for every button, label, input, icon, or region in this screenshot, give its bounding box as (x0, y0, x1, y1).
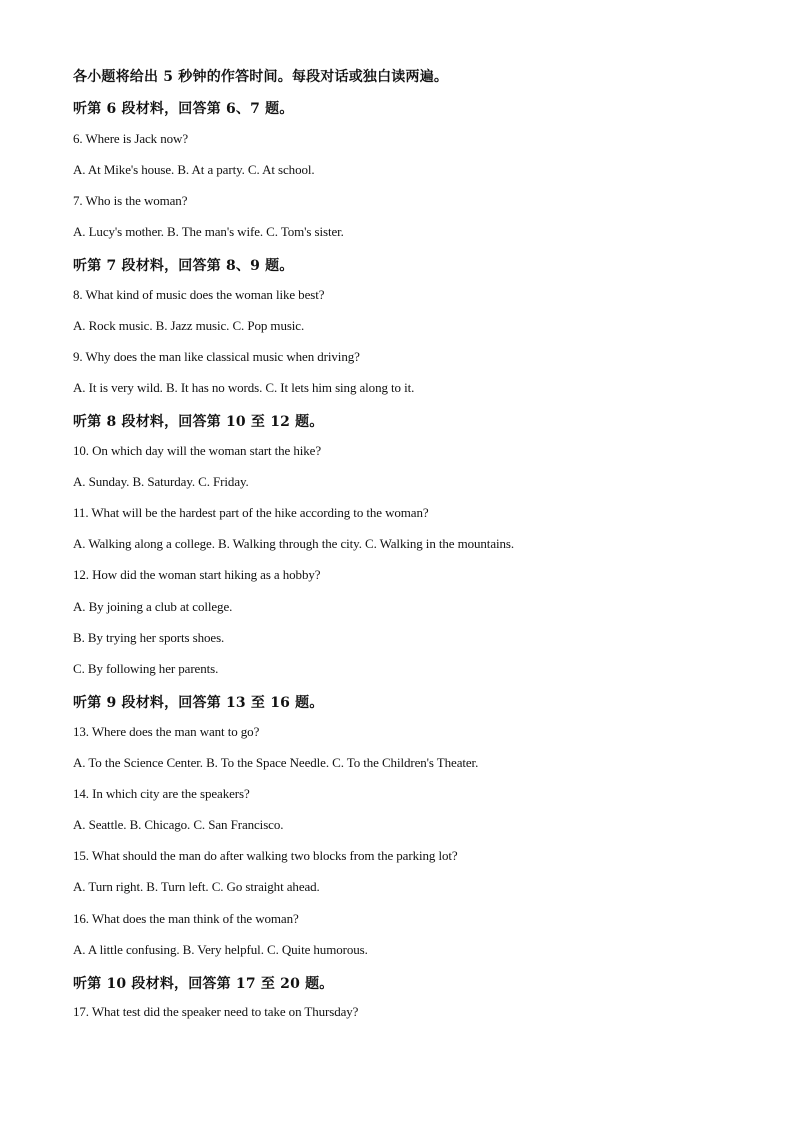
answer-option: C. By following her parents. (73, 661, 219, 676)
section-heading: 听第 8 段材料，回答第 10 至 12 题。 (73, 414, 324, 430)
section-heading: 听第 6 段材料，回答第 6、7 题。 (73, 101, 294, 117)
answer-options: A. To the Science Center. B. To the Space Needle. C. To the Children's Theater. (73, 755, 479, 770)
answer-options: A. It is very wild. B. It has no words. C. It lets him sing along to it. (73, 380, 415, 395)
section-heading: 听第 9 段材料，回答第 13 至 16 题。 (73, 695, 324, 711)
answer-options: A. Walking along a college. B. Walking through the city. C. Walking in the mountains. (73, 536, 515, 551)
answer-options: A. Sunday. B. Saturday. C. Friday. (73, 474, 249, 489)
answer-options: A. Turn right. B. Turn left. C. Go straight ahead. (73, 879, 320, 894)
document-page (73, 0, 773, 1123)
answer-options: A. Lucy's mother. B. The man's wife. C. Tom's sister. (73, 224, 344, 239)
section-heading: 听第 10 段材料，回答第 17 至 20 题。 (73, 976, 334, 992)
answer-option: A. By joining a club at college. (73, 599, 233, 614)
question-text: 13. Where does the man want to go? (73, 724, 260, 739)
question-text: 12. How did the woman start hiking as a hobby? (73, 567, 321, 582)
answer-option: B. By trying her sports shoes. (73, 630, 225, 645)
question-text: 15. What should the man do after walking two blocks from the parking lot? (73, 848, 458, 863)
answer-options: A. At Mike's house. B. At a party. C. At school. (73, 162, 315, 177)
question-text: 6. Where is Jack now? (73, 131, 188, 146)
answer-options: A. A little confusing. B. Very helpful. C. Quite humorous. (73, 942, 368, 957)
answer-options: A. Seattle. B. Chicago. C. San Francisco. (73, 817, 284, 832)
section-heading: 听第 7 段材料，回答第 8、9 题。 (73, 258, 294, 274)
instruction-text: 各小题将给出 5 秒钟的作答时间。每段对话或独白读两遍。 (73, 69, 449, 85)
answer-options: A. Rock music. B. Jazz music. C. Pop music. (73, 318, 305, 333)
question-text: 7. Who is the woman? (73, 193, 188, 208)
question-text: 9. Why does the man like classical music when driving? (73, 349, 360, 364)
question-text: 17. What test did the speaker need to take on Thursday? (73, 1004, 359, 1019)
question-text: 14. In which city are the speakers? (73, 786, 250, 801)
question-text: 8. What kind of music does the woman like best? (73, 287, 325, 302)
question-text: 10. On which day will the woman start the hike? (73, 443, 322, 458)
question-text: 16. What does the man think of the woman? (73, 911, 299, 926)
question-text: 11. What will be the hardest part of the hike according to the woman? (73, 505, 429, 520)
